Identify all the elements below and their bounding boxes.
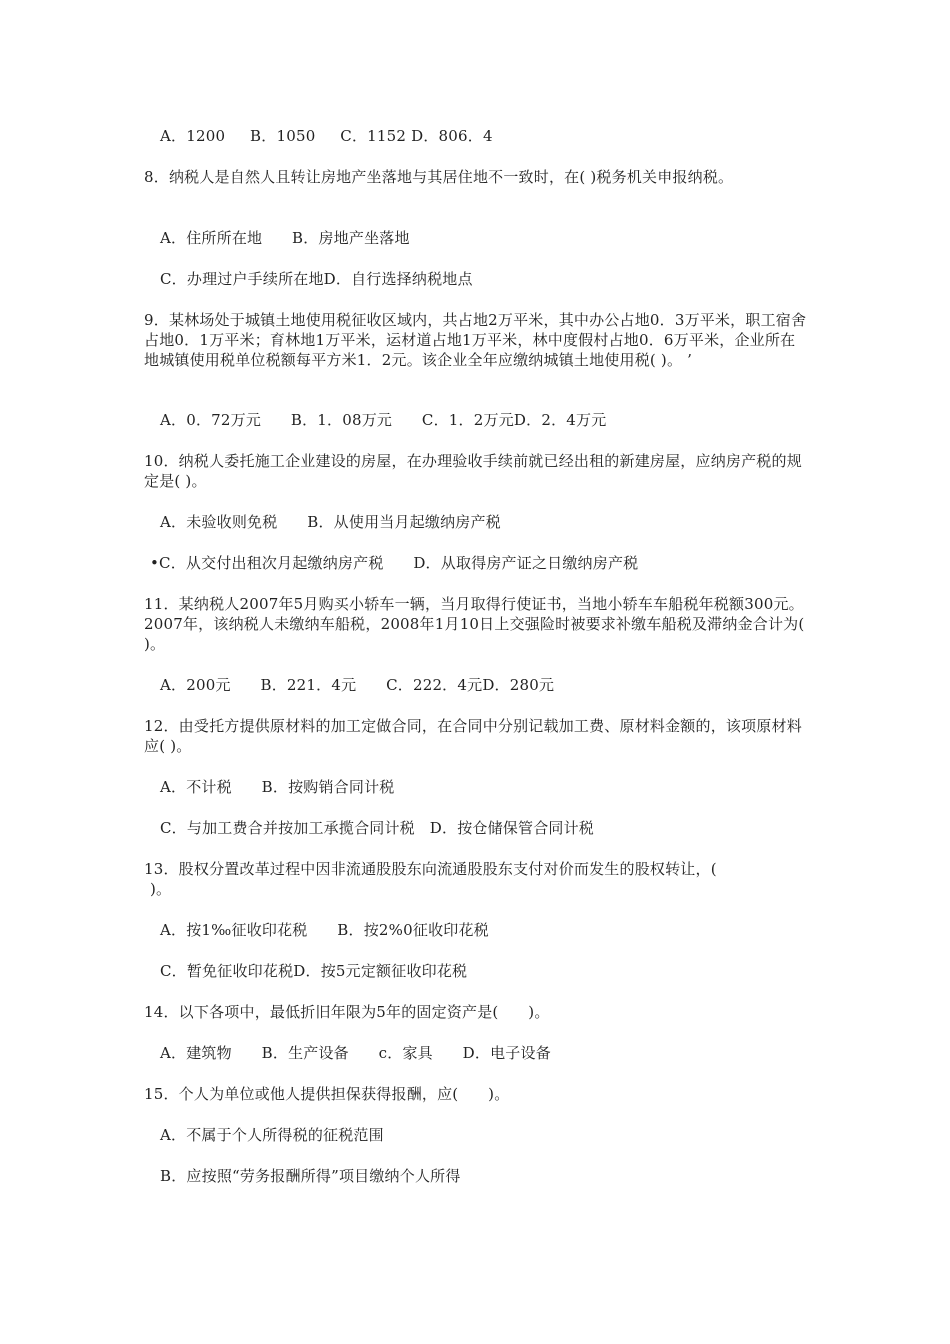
- q9-stem: 9．某林场处于城镇土地使用税征收区域内，共占地2万平米，其中办公占地0．3万平米，职工宿舍占地0．1万平米；育林地1万平米，运材道占地1万平米，林中度假村占地0．6万平米，企业所在地城镇使用税单位税额每平方米1．2元。该企业全年应缴纳城镇土地使用税( )。 ’: [144, 311, 807, 369]
- q10-stem: 10．纳税人委托施工企业建设的房屋，在办理验收手续前就已经出租的新建房屋，应纳房产税的规定是( )。: [144, 452, 802, 490]
- q8-options-cd: C．办理过户手续所在地D．自行选择纳税地点: [160, 270, 473, 288]
- q11-options: A．200元 B．221．4元 C．222．4元D．280元: [160, 676, 555, 694]
- q15-stem: 15．个人为单位或他人提供担保获得报酬，应( )。: [144, 1085, 510, 1103]
- q15-option-b: B．应按照“劳务报酬所得”项目缴纳个人所得: [160, 1167, 461, 1185]
- q12-options-cd: C．与加工费合并按加工承揽合同计税 D．按仓储保管合同计税: [160, 819, 595, 837]
- q10-options-cd: •C．从交付出租次月起缴纳房产税 D．从取得房产证之日缴纳房产税: [150, 554, 639, 572]
- q12-options-ab: A．不计税 B．按购销合同计税: [160, 778, 395, 796]
- q10-options-ab: A．未验收则免税 B．从使用当月起缴纳房产税: [160, 513, 501, 531]
- q11-stem: 11．某纳税人2007年5月购买小轿车一辆，当月取得行使证书，当地小轿车车船税年税额300元。2007年，该纳税人未缴纳车船税，2008年1月10日上交强险时被要求补缴车船税及滞纳金合计为( )。: [144, 595, 805, 653]
- q8-options-ab: A．住所所在地 B．房地产坐落地: [160, 229, 410, 247]
- q9-options: A．0．72万元 B．1．08万元 C．1．2万元D．2．4万元: [160, 411, 607, 429]
- q15-option-a: A．不属于个人所得税的征税范围: [160, 1126, 384, 1144]
- q13-options-ab: A．按1‰征收印花税 B．按2%0征收印花税: [160, 921, 489, 939]
- q12-stem: 12．由受托方提供原材料的加工定做合同，在合同中分别记载加工费、原材料金额的，该项原材料应( )。: [144, 717, 802, 755]
- q13-stem-line1: 13．股权分置改革过程中因非流通股股东向流通股股东支付对价而发生的股权转让，(: [144, 860, 717, 878]
- q8-stem: 8．纳税人是自然人且转让房地产坐落地与其居住地不一致时，在( )税务机关申报纳税。: [144, 168, 734, 186]
- q14-options: A．建筑物 B．生产设备 c．家具 D．电子设备: [160, 1044, 551, 1062]
- q13-options-cd: C．暂免征收印花税D．按5元定额征收印花税: [160, 962, 468, 980]
- q7-options: A．1200 B．1050 C．1152 D．806．4: [160, 127, 493, 145]
- q13-stem-line2: )。: [150, 880, 172, 898]
- q14-stem: 14．以下各项中，最低折旧年限为5年的固定资产是( )。: [144, 1003, 550, 1021]
